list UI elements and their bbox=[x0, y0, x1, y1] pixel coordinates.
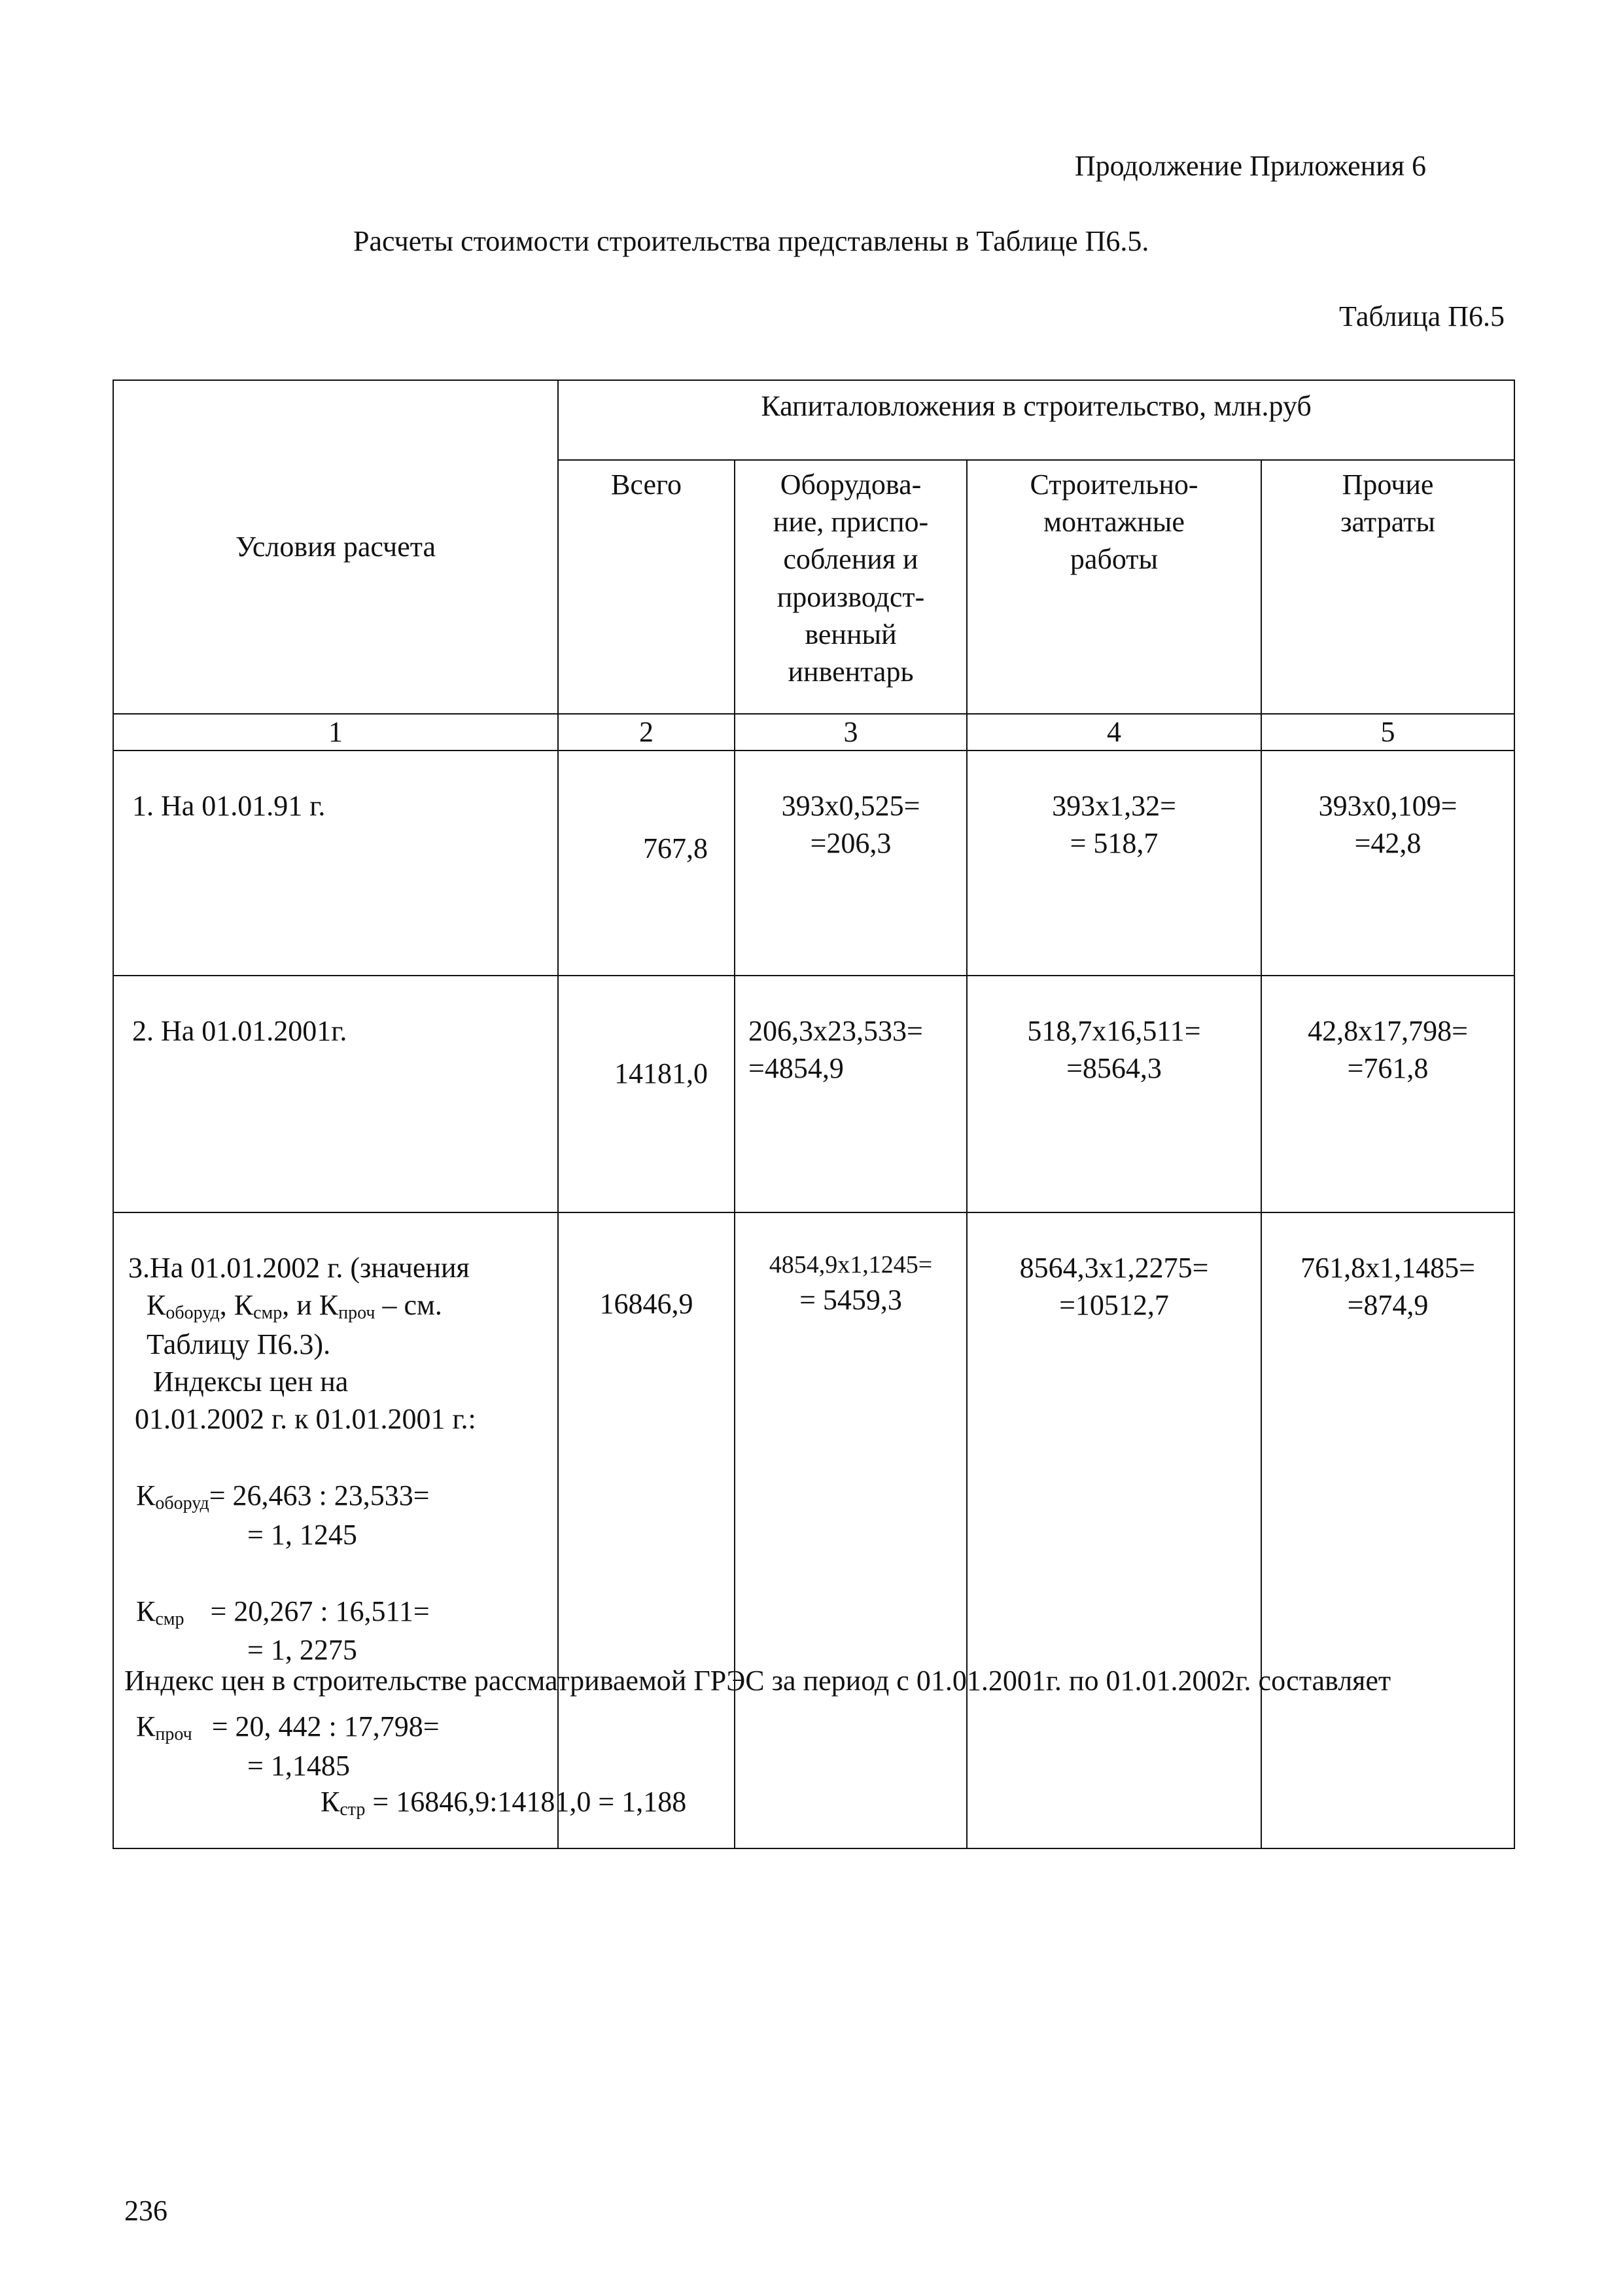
conclusion-text: Индекс цен в строительстве рассматриваемой ГРЭС за период с 01.01.2001г. по 01.01.2002г. составляет bbox=[124, 1665, 1391, 1697]
header-investments: Капиталовложения в строительство, млн.руб bbox=[558, 380, 1514, 460]
row-other: 393х0,109= =42,8 bbox=[1261, 751, 1514, 976]
table-row bbox=[113, 751, 1514, 976]
continuation-title: Продолжение Приложения 6 bbox=[1074, 150, 1426, 182]
row-equipment: 206,3х23,533= =4854,9 bbox=[735, 976, 967, 1212]
row-other: 761,8х1,1485= =874,9 bbox=[1261, 1212, 1514, 1848]
row-construction: 8564,3х1,2275= =10512,7 bbox=[967, 1212, 1261, 1848]
column-number: 5 bbox=[1261, 714, 1514, 751]
column-numbers-row bbox=[113, 714, 1514, 751]
k-equipment-formula: $К_{оборуд}= 26,463$ : 23,533= = 1, 1245 bbox=[136, 1479, 430, 1551]
header-construction: Строительно- монтажные работы bbox=[967, 460, 1261, 714]
row-construction: 518,7х16,511= =8564,3 bbox=[967, 976, 1261, 1212]
table-label: Таблица П6.5 bbox=[1339, 300, 1505, 332]
row-condition: 1. На 01.01.91 г. bbox=[113, 751, 558, 976]
column-number: 2 bbox=[558, 714, 735, 751]
row-total: 767,8 bbox=[558, 751, 735, 976]
header-conditions: Условия расчета bbox=[113, 380, 558, 714]
final-formula: $К_{стр}$ = 16846,9:14181,0 = 1,188 bbox=[321, 1786, 687, 1820]
row-equipment: 393х0,525= =206,3 bbox=[735, 751, 967, 976]
row-condition: 2. На 01.01.2001г. bbox=[113, 976, 558, 1212]
table-row bbox=[113, 976, 1514, 1212]
row-total: 14181,0 bbox=[558, 976, 735, 1212]
row-condition: 3.На 01.01.2002 г. (значения $К_{оборуд}$, $К_{смр}$, и $К_{проч}$ – см. Таблицу П6.3). Индексы цен на 01.01.2002 г. к 01.01.2001 г.: $К_{оборуд}= 26,463$ : 23,533= = 1, 1245 $К_{смр} = 20,267$ : 16,511= = 1, 2275 $К_{проч} = 20$, 442 : 17,798= = 1,1485 bbox=[113, 1212, 558, 1848]
k-other-formula: $К_{проч} = 20$, 442 : 17,798= = 1,1485 bbox=[136, 1710, 440, 1782]
header-equipment: Оборудова- ние, приспо- собления и производст- венный инвентарь bbox=[735, 460, 967, 714]
row-equipment: 4854,9х1,1245= = 5459,3 bbox=[735, 1212, 967, 1848]
row-construction: 393х1,32= = 518,7 bbox=[967, 751, 1261, 976]
column-number: 1 bbox=[113, 714, 558, 751]
header-other: Прочие затраты bbox=[1261, 460, 1514, 714]
column-number: 3 bbox=[735, 714, 967, 751]
table-row bbox=[113, 1212, 1514, 1848]
row-other: 42,8х17,798= =761,8 bbox=[1261, 976, 1514, 1212]
k-smr-formula: $К_{смр} = 20,267$ : 16,511= = 1, 2275 bbox=[136, 1595, 430, 1667]
row-total: 16846,9 bbox=[558, 1212, 735, 1848]
column-number: 4 bbox=[967, 714, 1261, 751]
calculation-table bbox=[113, 380, 1515, 1849]
header-total: Всего bbox=[558, 460, 735, 714]
intro-text: Расчеты стоимости строительства представлены в Таблице П6.5. bbox=[353, 225, 1149, 257]
page-number: 236 bbox=[124, 2195, 167, 2227]
